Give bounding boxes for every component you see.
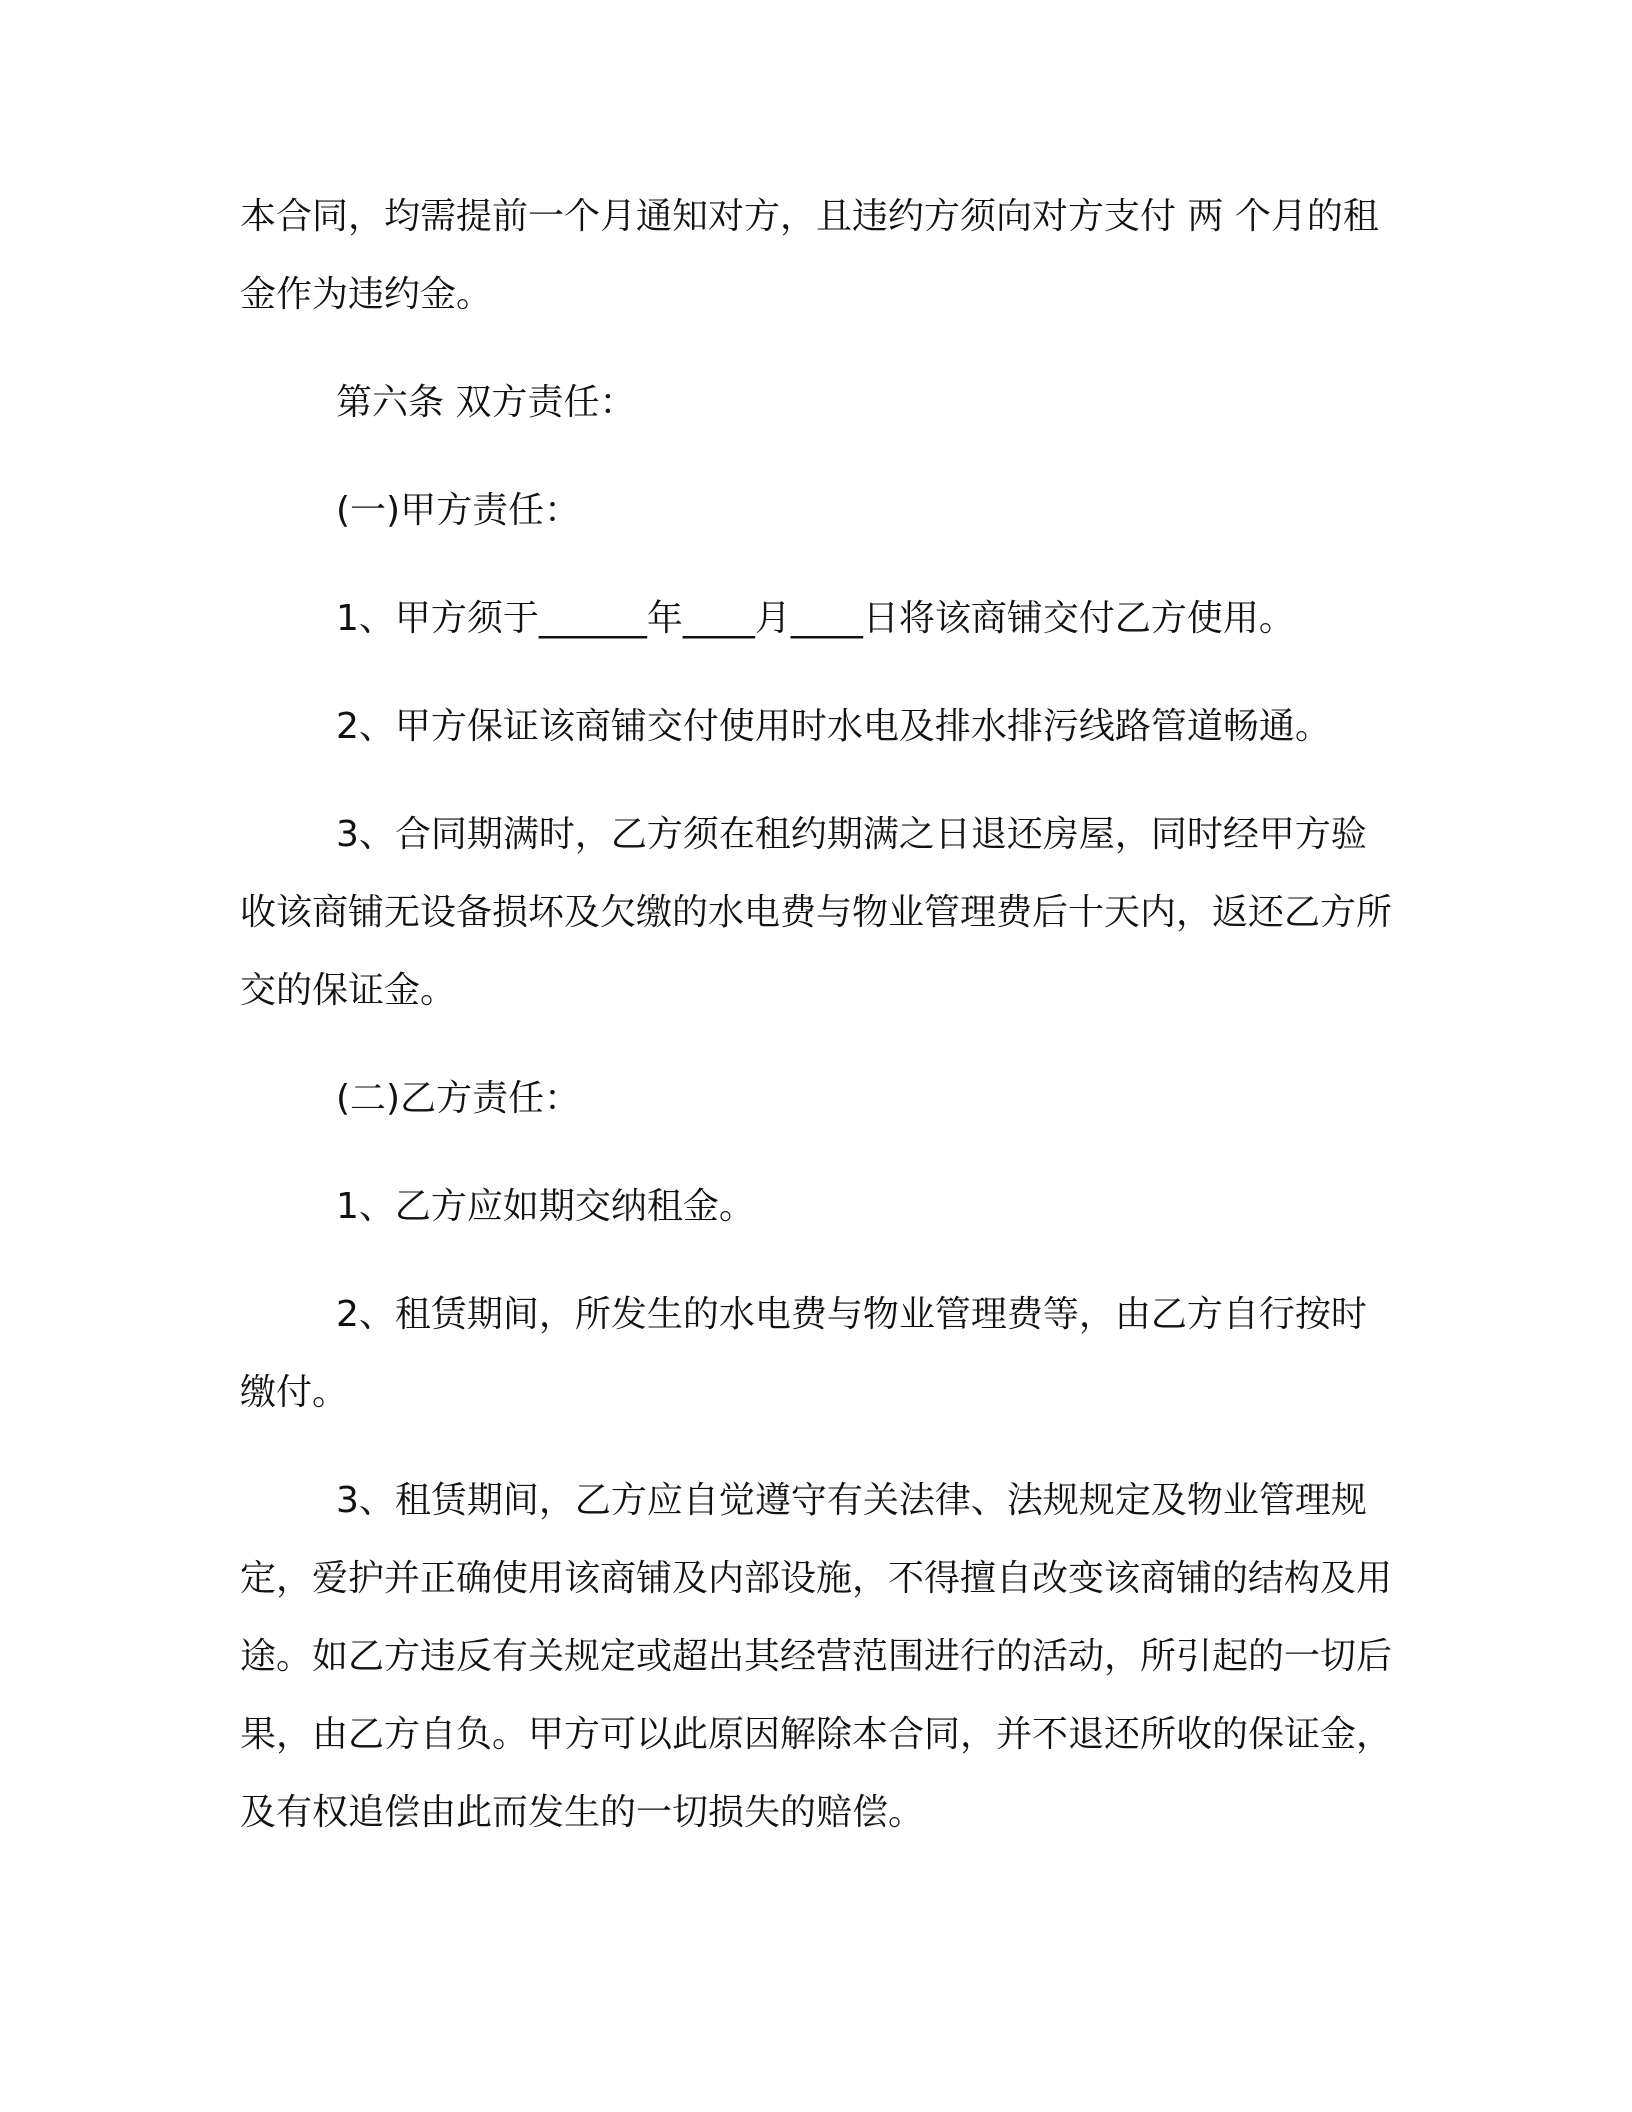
paragraph-party-b-item-3: 3、租赁期间，乙方应自觉遵守有关法律、法规规定及物业管理规定，爱护并正确使用该商铺及内部设施，不得擅自改变该商铺的结构及用途。如乙方违反有关规定或超出其经营范围进行的活动，所引起的一切后果，由乙方自负。甲方可以此原因解除本合同，并不退还所收的保证金，及有权追偿由此而发生的一切损失的赔偿。: [240, 1480, 1393, 1833]
paragraph-party-a-item-3: 3、合同期满时，乙方须在租约期满之日退还房屋，同时经甲方验收该商铺无设备损坏及欠缴的水电费与物业管理费后十天内，返还乙方所交的保证金。: [240, 814, 1393, 1011]
paragraph-party-b-item-2: 2、租赁期间，所发生的水电费与物业管理费等，由乙方自行按时缴付。: [240, 1294, 1367, 1413]
paragraph-party-a-item-1: 1、甲方须于______年____月____日将该商铺交付乙方使用。: [336, 598, 1295, 639]
heading-party-b-duties: (二)乙方责任：: [336, 1078, 581, 1119]
paragraph-party-a-item-2: 2、甲方保证该商铺交付使用时水电及排水排污线路管道畅通。: [336, 706, 1331, 747]
paragraph-party-b-item-1: 1、乙方应如期交纳租金。: [336, 1186, 755, 1227]
heading-party-a-duties: (一)甲方责任：: [336, 490, 581, 531]
heading-article-6: 第六条 双方责任：: [336, 382, 636, 423]
document-body: [240, 178, 1400, 1852]
paragraph-termination-notice: 本合同，均需提前一个月通知对方，且违约方须向对方支付 两 个月的租金作为违约金。: [240, 196, 1379, 315]
